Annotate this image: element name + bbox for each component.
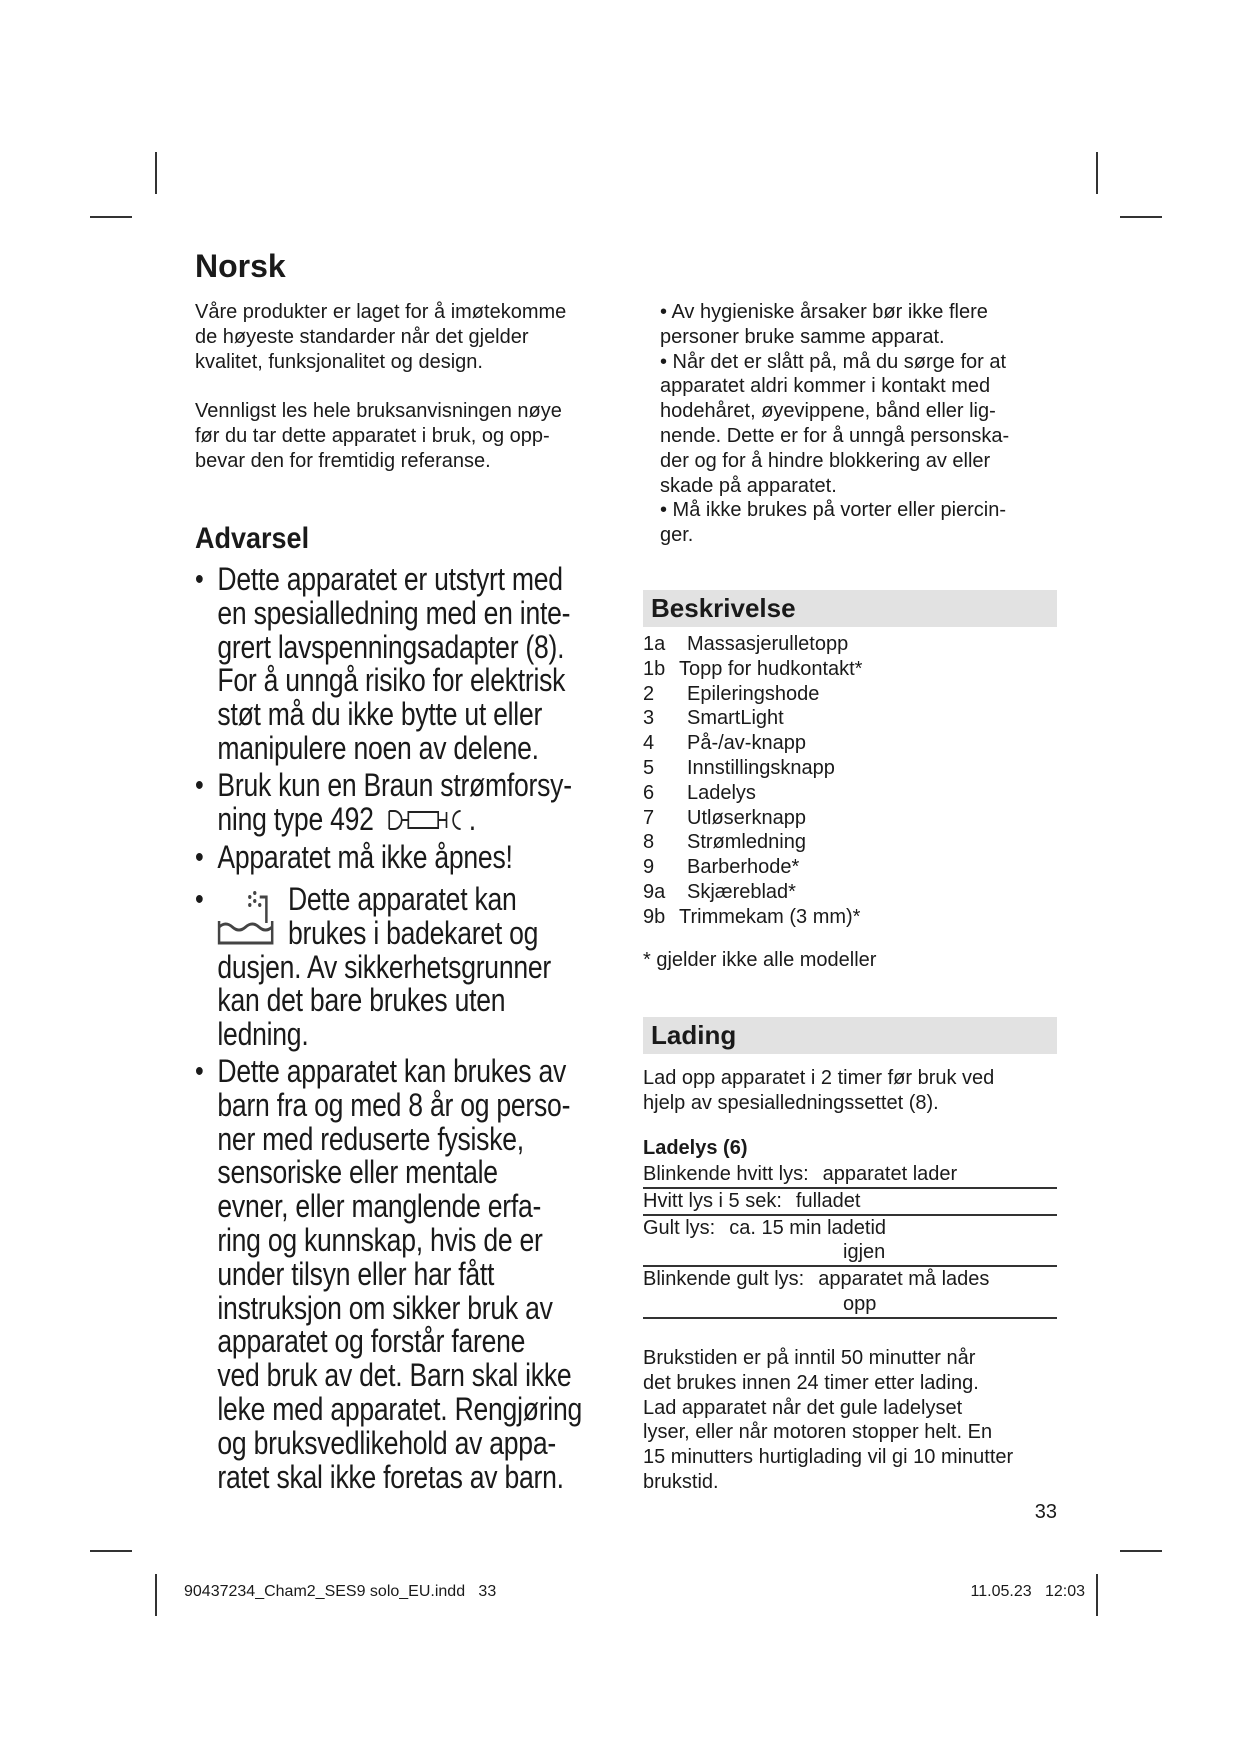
text-line: ring og kunnskap, hvis de er — [217, 1221, 543, 1258]
page-number: 33 — [1034, 1501, 1057, 1523]
charge-light-table — [643, 1162, 1057, 1319]
usage-text — [643, 1346, 1013, 1495]
warning-bullet — [195, 563, 593, 766]
text-line: de høyeste standarder når det gjelder — [195, 325, 529, 348]
power-supply-icon — [386, 807, 469, 833]
description-item — [643, 830, 862, 855]
warning-bullet — [195, 841, 593, 875]
text-line: For å unngå risiko for elektrisk — [217, 662, 566, 699]
row-value: apparatet må lades — [818, 1268, 990, 1291]
item-label: Epileringshode — [687, 682, 820, 705]
crop-mark — [155, 152, 157, 194]
item-label: SmartLight — [687, 707, 784, 730]
description-item — [643, 682, 862, 707]
text-line: hodehåret, øyevippene, bånd eller lig- — [660, 400, 996, 423]
item-label: Trimmekam (3 mm)* — [679, 905, 861, 928]
text-line: Brukstiden er på inntil 50 minutter når — [643, 1347, 976, 1369]
description-item — [643, 855, 862, 880]
item-label: Strømledning — [687, 831, 806, 854]
text-line: Våre produkter er laget for å imøtekomme — [195, 301, 567, 323]
charging-text — [643, 1066, 994, 1116]
bullet: • — [195, 563, 204, 596]
item-number: 5 — [643, 756, 655, 779]
text-line: hjelp av spesialledningssettet (8). — [643, 1091, 939, 1114]
bullet: • — [195, 769, 204, 802]
safety-bullets — [660, 300, 1009, 548]
text-line: det brukes innen 24 timer etter lading. — [643, 1371, 979, 1394]
crop-mark — [90, 216, 132, 218]
text-line: • Når det er slått på, må du sørge for at — [660, 350, 1007, 373]
description-item — [643, 806, 862, 831]
row-label: Blinkende gult lys: — [643, 1268, 805, 1291]
warning-bullet — [195, 769, 593, 837]
text-line: ger. — [660, 524, 694, 547]
text-line: apparatet aldri kommer i kontakt med — [660, 375, 991, 398]
text-line: instruksjon om sikker bruk av — [217, 1289, 553, 1326]
text-line: brukstid. — [643, 1470, 719, 1493]
text-line: der og for å hindre blokkering av eller — [660, 449, 991, 472]
description-item — [643, 756, 862, 781]
table-row — [643, 1267, 1057, 1319]
text-line: • Må ikke brukes på vorter eller piercin- — [660, 499, 1007, 522]
item-number: 4 — [643, 732, 655, 755]
text-line: kvalitet, funksjonalitet og design. — [195, 350, 483, 373]
text-line: skade på apparatet. — [660, 474, 837, 497]
text-line: barn fra og med 8 år og perso- — [217, 1086, 571, 1123]
text-line: personer bruke samme apparat. — [660, 325, 945, 348]
crop-mark — [1120, 1550, 1162, 1552]
text-line: Lad opp apparatet i 2 timer før bruk ved — [643, 1067, 995, 1089]
item-number: 7 — [643, 806, 655, 829]
crop-mark — [155, 1574, 157, 1616]
crop-mark — [1096, 152, 1098, 194]
item-number: 3 — [643, 707, 655, 730]
text-line: ning type 492 — [217, 800, 374, 837]
description-item — [643, 905, 862, 930]
bullet: • — [195, 841, 204, 874]
footer-file: 90437234_Cham2_SES9 solo_EU.indd 33 — [184, 1583, 497, 1600]
intro-paragraph — [195, 399, 562, 473]
text-line: apparatet og forstår farene — [217, 1323, 526, 1360]
row-label: Blinkende hvitt lys: — [643, 1163, 809, 1185]
description-heading: Beskrivelse — [643, 590, 1057, 627]
item-label: Massasjerulletopp — [687, 633, 849, 655]
item-label: Innstillingsknapp — [687, 756, 835, 779]
text-line: en spesialledning med en inte- — [217, 594, 571, 631]
item-label: Utløserknapp — [687, 806, 806, 829]
text-line: bevar den for fremtidig referanse. — [195, 449, 491, 472]
text-line: ledning. — [217, 1016, 309, 1053]
item-label: Ladelys — [687, 781, 756, 804]
text-line: støt må du ikke bytte ut eller — [217, 696, 543, 733]
text-line: før du tar dette apparatet i bruk, og opp- — [195, 424, 550, 447]
crop-mark — [1096, 1574, 1098, 1616]
warning-heading: Advarsel — [195, 522, 310, 555]
text-line: dusjen. Av sikkerhetsgrunner — [217, 948, 552, 985]
text-line: lyser, eller når motoren stopper helt. En — [643, 1421, 993, 1444]
text-line: Lad apparatet når det gule ladelyset — [643, 1396, 963, 1419]
description-item — [643, 657, 862, 682]
item-number: 6 — [643, 781, 655, 804]
description-item — [643, 731, 862, 756]
description-list — [643, 632, 862, 930]
description-item — [643, 781, 862, 806]
item-number: 1a — [643, 633, 666, 655]
text-line: Vennligst les hele bruksanvisningen nøye — [195, 400, 562, 422]
text-line: Bruk kun en Braun strømforsy- — [217, 767, 572, 803]
text-line: kan det bare brukes uten — [217, 982, 506, 1019]
description-item — [643, 632, 862, 657]
item-label: Skjæreblad* — [687, 880, 796, 903]
charging-heading: Lading — [643, 1017, 1057, 1054]
warning-bullet — [195, 883, 593, 1052]
text-line: Dette apparatet kan — [287, 881, 517, 917]
text-line: Dette apparatet kan brukes av — [217, 1053, 567, 1089]
row-value-continued: opp — [843, 1292, 877, 1315]
text-line: og bruksvedlikehold av appa- — [217, 1424, 556, 1461]
crop-mark — [90, 1550, 132, 1552]
item-label: Topp for hudkontakt* — [679, 657, 863, 680]
period: . — [468, 800, 476, 837]
page-title: Norsk — [195, 248, 286, 284]
text-line: grert lavspenningsadapter (8). — [217, 628, 565, 665]
row-value: fulladet — [795, 1189, 861, 1212]
text-line: Apparatet må ikke åpnes! — [217, 839, 513, 875]
table-row — [643, 1189, 1057, 1216]
table-row — [643, 1162, 1057, 1189]
row-label: Gult lys: — [643, 1216, 716, 1239]
item-number: 9b — [643, 905, 666, 928]
item-label: Barberhode* — [687, 856, 800, 879]
text-line: ner med reduserte fysiske, — [217, 1120, 524, 1157]
item-label: På-/av-knapp — [687, 732, 806, 755]
text-line: ved bruk av det. Barn skal ikke — [217, 1357, 572, 1394]
text-line: Dette apparatet er utstyrt med — [217, 561, 563, 597]
text-line: • Av hygieniske årsaker bør ikke flere — [660, 301, 988, 323]
item-number: 9a — [643, 880, 666, 903]
footer-date: 11.05.23 12:03 — [970, 1583, 1085, 1600]
warning-bullet — [195, 1055, 593, 1494]
row-value-continued: igjen — [843, 1241, 886, 1264]
table-row — [643, 1216, 1057, 1268]
text-line: evner, eller manglende erfa- — [217, 1188, 542, 1225]
bullet: • — [195, 883, 204, 916]
bath-shower-icon — [217, 887, 277, 947]
charge-light-heading: Ladelys (6) — [643, 1137, 748, 1159]
intro-paragraph — [195, 300, 566, 374]
row-label: Hvitt lys i 5 sek: — [643, 1189, 782, 1212]
text-line: ratet skal ikke foretas av barn. — [217, 1458, 564, 1495]
text-line: nende. Dette er for å unngå personska- — [660, 424, 1010, 447]
description-item — [643, 880, 862, 905]
item-number: 2 — [643, 682, 655, 705]
footnote: * gjelder ikke alle modeller — [643, 949, 877, 971]
text-line: sensoriske eller mentale — [217, 1154, 498, 1191]
text-line: 15 minutters hurtiglading vil gi 10 minutter — [643, 1446, 1014, 1469]
text-line: under tilsyn eller har fått — [217, 1255, 495, 1292]
item-number: 1b — [643, 657, 666, 680]
text-line: brukes i badekaret og — [287, 914, 539, 951]
bullet: • — [195, 1055, 204, 1088]
crop-mark — [1120, 216, 1162, 218]
item-number: 8 — [643, 831, 655, 854]
item-number: 9 — [643, 856, 655, 879]
row-value: apparatet lader — [822, 1163, 958, 1185]
description-item — [643, 706, 862, 731]
row-value: ca. 15 min ladetid — [729, 1216, 887, 1239]
text-line: leke med apparatet. Rengjøring — [217, 1390, 583, 1427]
text-line: manipulere noen av delene. — [217, 729, 539, 766]
